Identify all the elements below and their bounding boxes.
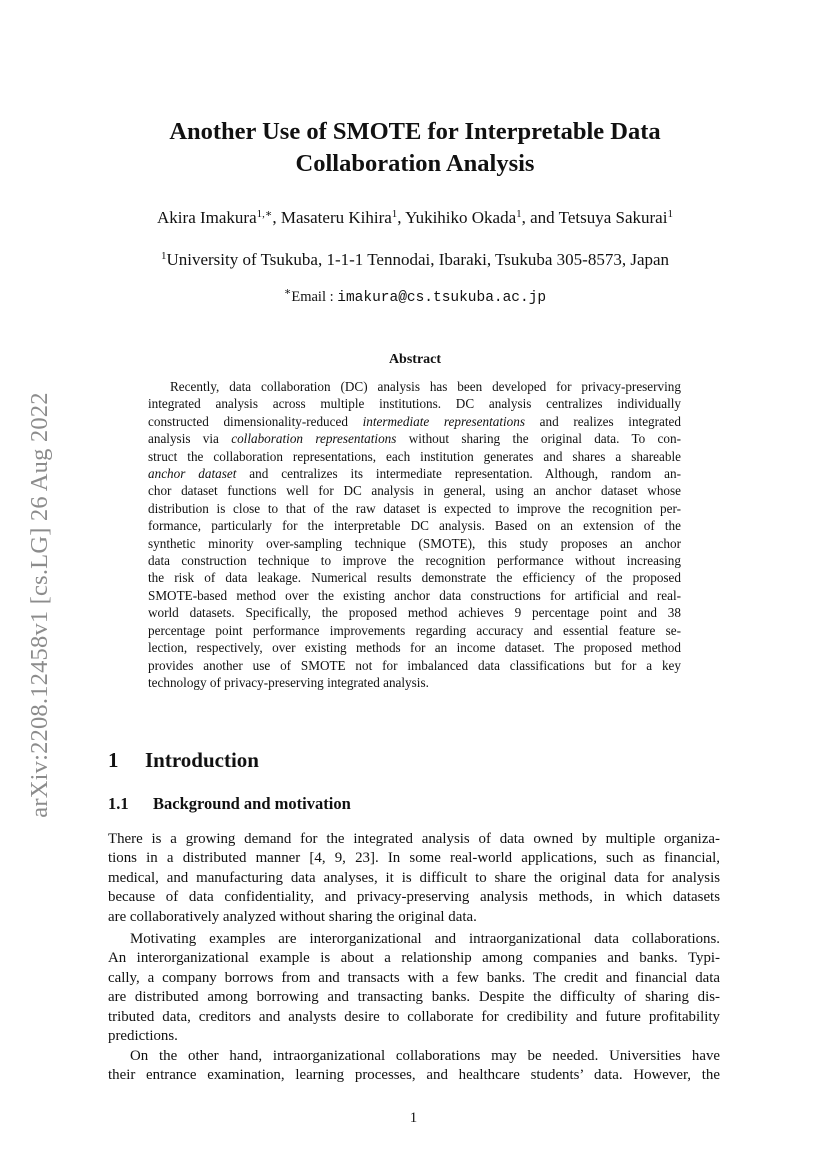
abstract-line (148, 517, 681, 534)
section-heading (108, 748, 259, 773)
paper-title-line: Another Use of SMOTE for Interpretable Data (169, 118, 661, 145)
body-line: medical, and manufacturing data analyses, it is difficult to share the original data for analysis (108, 869, 720, 886)
abstract-emphasis: intermediate representations (362, 413, 525, 429)
author-name: Tetsuya Sakurai (558, 208, 668, 227)
body-line: their entrance examination, learning processes, and healthcare students’ data. However, the (108, 1067, 720, 1084)
abstract-text: the risk of data leakage. Numerical results demonstrate the efficiency of the proposed (148, 570, 681, 586)
abstract-text: SMOTE-based method over the existing anchor data constructions for artificial and real- (148, 587, 681, 603)
body-paragraph (108, 930, 720, 1046)
affiliation-text: University of Tsukuba, 1-1-1 Tennodai, Ibaraki, Tsukuba 305-8573, Japan (166, 250, 670, 269)
abstract-text: data construction technique to improve the recognition performance without increasing (148, 553, 681, 569)
abstract-text: formance, particularly for the interpretable DC analysis. Based on an extension of the (148, 518, 681, 534)
subsection-title: Background and motivation (153, 794, 351, 813)
abstract-heading: Abstract (388, 352, 442, 367)
abstract-text: chor dataset functions well for DC analysis in general, using an anchor dataset whose (148, 483, 681, 499)
author-name: Masateru Kihira (280, 208, 392, 227)
abstract-text: integrated analysis across multiple institutions. DC analysis centralizes individually (148, 396, 681, 412)
abstract-text: technology of privacy-preserving integrated analysis. (148, 674, 429, 690)
abstract-text: synthetic minority over-sampling technique (SMOTE), this study proposes an anchor (148, 535, 681, 551)
abstract-line (148, 430, 681, 447)
abstract-line (148, 378, 681, 395)
body-line: predictions. (108, 1028, 178, 1045)
author-list (60, 208, 770, 228)
body-line: On the other hand, intraorganizational collaborations may be needed. Universities have (130, 1048, 720, 1064)
abstract-text: provides another use of SMOTE not for imbalanced data classifications but for a key (148, 657, 681, 673)
abstract-text: analysis via (148, 431, 232, 447)
arxiv-identifier-text: arXiv:2208.12458v1 [cs.LG] 26 Aug 2022 (26, 392, 53, 818)
abstract-line (148, 674, 681, 691)
abstract-text: percentage point performance improvements regarding accuracy and essential feature se- (148, 622, 681, 638)
page-number: 1 (409, 1110, 418, 1126)
paper-title (100, 116, 730, 180)
abstract-line (148, 395, 681, 412)
abstract-emphasis: anchor dataset (148, 466, 237, 482)
abstract-text: and realizes integrated (525, 413, 681, 429)
body-line: An interorganizational example is about a relationship among companies and banks. Typi- (108, 950, 720, 967)
abstract-line (148, 639, 681, 656)
body-line: tions in a distributed manner [4, 9, 23]. In some real-world applications, such as financial, (108, 850, 720, 867)
paper-title-line: Collaboration Analysis (295, 150, 535, 177)
author-affiliation-mark: 1 (516, 208, 522, 220)
abstract-line (148, 500, 681, 517)
abstract-line (148, 657, 681, 674)
subsection-heading (108, 794, 351, 814)
abstract-text: lection, respectively, over existing methods for an income dataset. The proposed method (148, 640, 681, 656)
body-line: are distributed among borrowing and transacting banks. Despite the difficulty of sharing dis- (108, 989, 720, 1006)
abstract-line (148, 465, 681, 482)
body-paragraph (108, 1047, 720, 1086)
author-affiliation (60, 250, 770, 270)
author-separator: , (272, 208, 281, 227)
email-address[interactable]: imakura@cs.tsukuba.ac.jp (337, 290, 547, 306)
abstract-text: world datasets. Specifically, the proposed method achieves 9 percentage point and 38 (148, 605, 681, 621)
author-affiliation-mark: 1 (391, 208, 398, 220)
abstract-text: distribution is close to that of the raw dataset is expected to improve the recognition per- (148, 500, 681, 516)
author-separator: , and (521, 208, 559, 227)
section-number: 1 (108, 748, 119, 772)
abstract-line (148, 448, 681, 465)
abstract-line (148, 587, 681, 604)
author-affiliation-mark: 1,∗ (256, 208, 273, 220)
body-line: Motivating examples are interorganizational and intraorganizational data collaborations. (130, 931, 720, 947)
subsection-number: 1.1 (108, 794, 129, 813)
author-separator: , (397, 208, 406, 227)
abstract-text: and centralizes its intermediate representation. Although, random an- (236, 466, 681, 482)
author-affiliation-mark: 1 (667, 208, 673, 220)
abstract-line (148, 622, 681, 639)
abstract-text: Recently, data collaboration (DC) analysis has been developed for privacy-preserving (170, 379, 681, 394)
body-line: tributed data, creditors and analysts desire to collaborate for credibility and future profitability (108, 1008, 720, 1025)
corresponding-email (60, 286, 770, 306)
abstract-line (148, 482, 681, 499)
abstract-line (148, 413, 681, 430)
body-line: cally, a company borrows from and transacts with a few banks. The credit and financial data (108, 969, 720, 986)
abstract-line (148, 552, 681, 569)
abstract-line (148, 535, 681, 552)
body-paragraph (108, 830, 720, 927)
email-mark: ∗ (283, 286, 292, 298)
abstract-emphasis: collaboration representations (231, 431, 397, 447)
abstract-line (148, 569, 681, 586)
abstract-text: struct the collaboration representations, each institution generates and shares a shareable (148, 448, 681, 464)
affiliation-mark: 1 (160, 250, 167, 262)
author-name: Akira Imakura (157, 208, 257, 227)
abstract-text: without sharing the original data. To con- (396, 431, 681, 447)
email-label: Email : (291, 289, 338, 305)
section-title: Introduction (145, 748, 259, 772)
body-line: There is a growing demand for the integrated analysis of data owned by multiple organiza- (108, 831, 720, 847)
abstract-body (148, 378, 681, 691)
abstract-line (148, 604, 681, 621)
body-line: are collaboratively analyzed without sharing the original data. (108, 908, 477, 925)
arxiv-identifier-stamp (22, 360, 58, 850)
body-line: because of data confidentiality, and privacy-preserving analysis methods, in which datasets (108, 889, 720, 906)
abstract-text: constructed dimensionality-reduced (148, 413, 363, 429)
author-name: Yukihiko Okada (405, 208, 517, 227)
